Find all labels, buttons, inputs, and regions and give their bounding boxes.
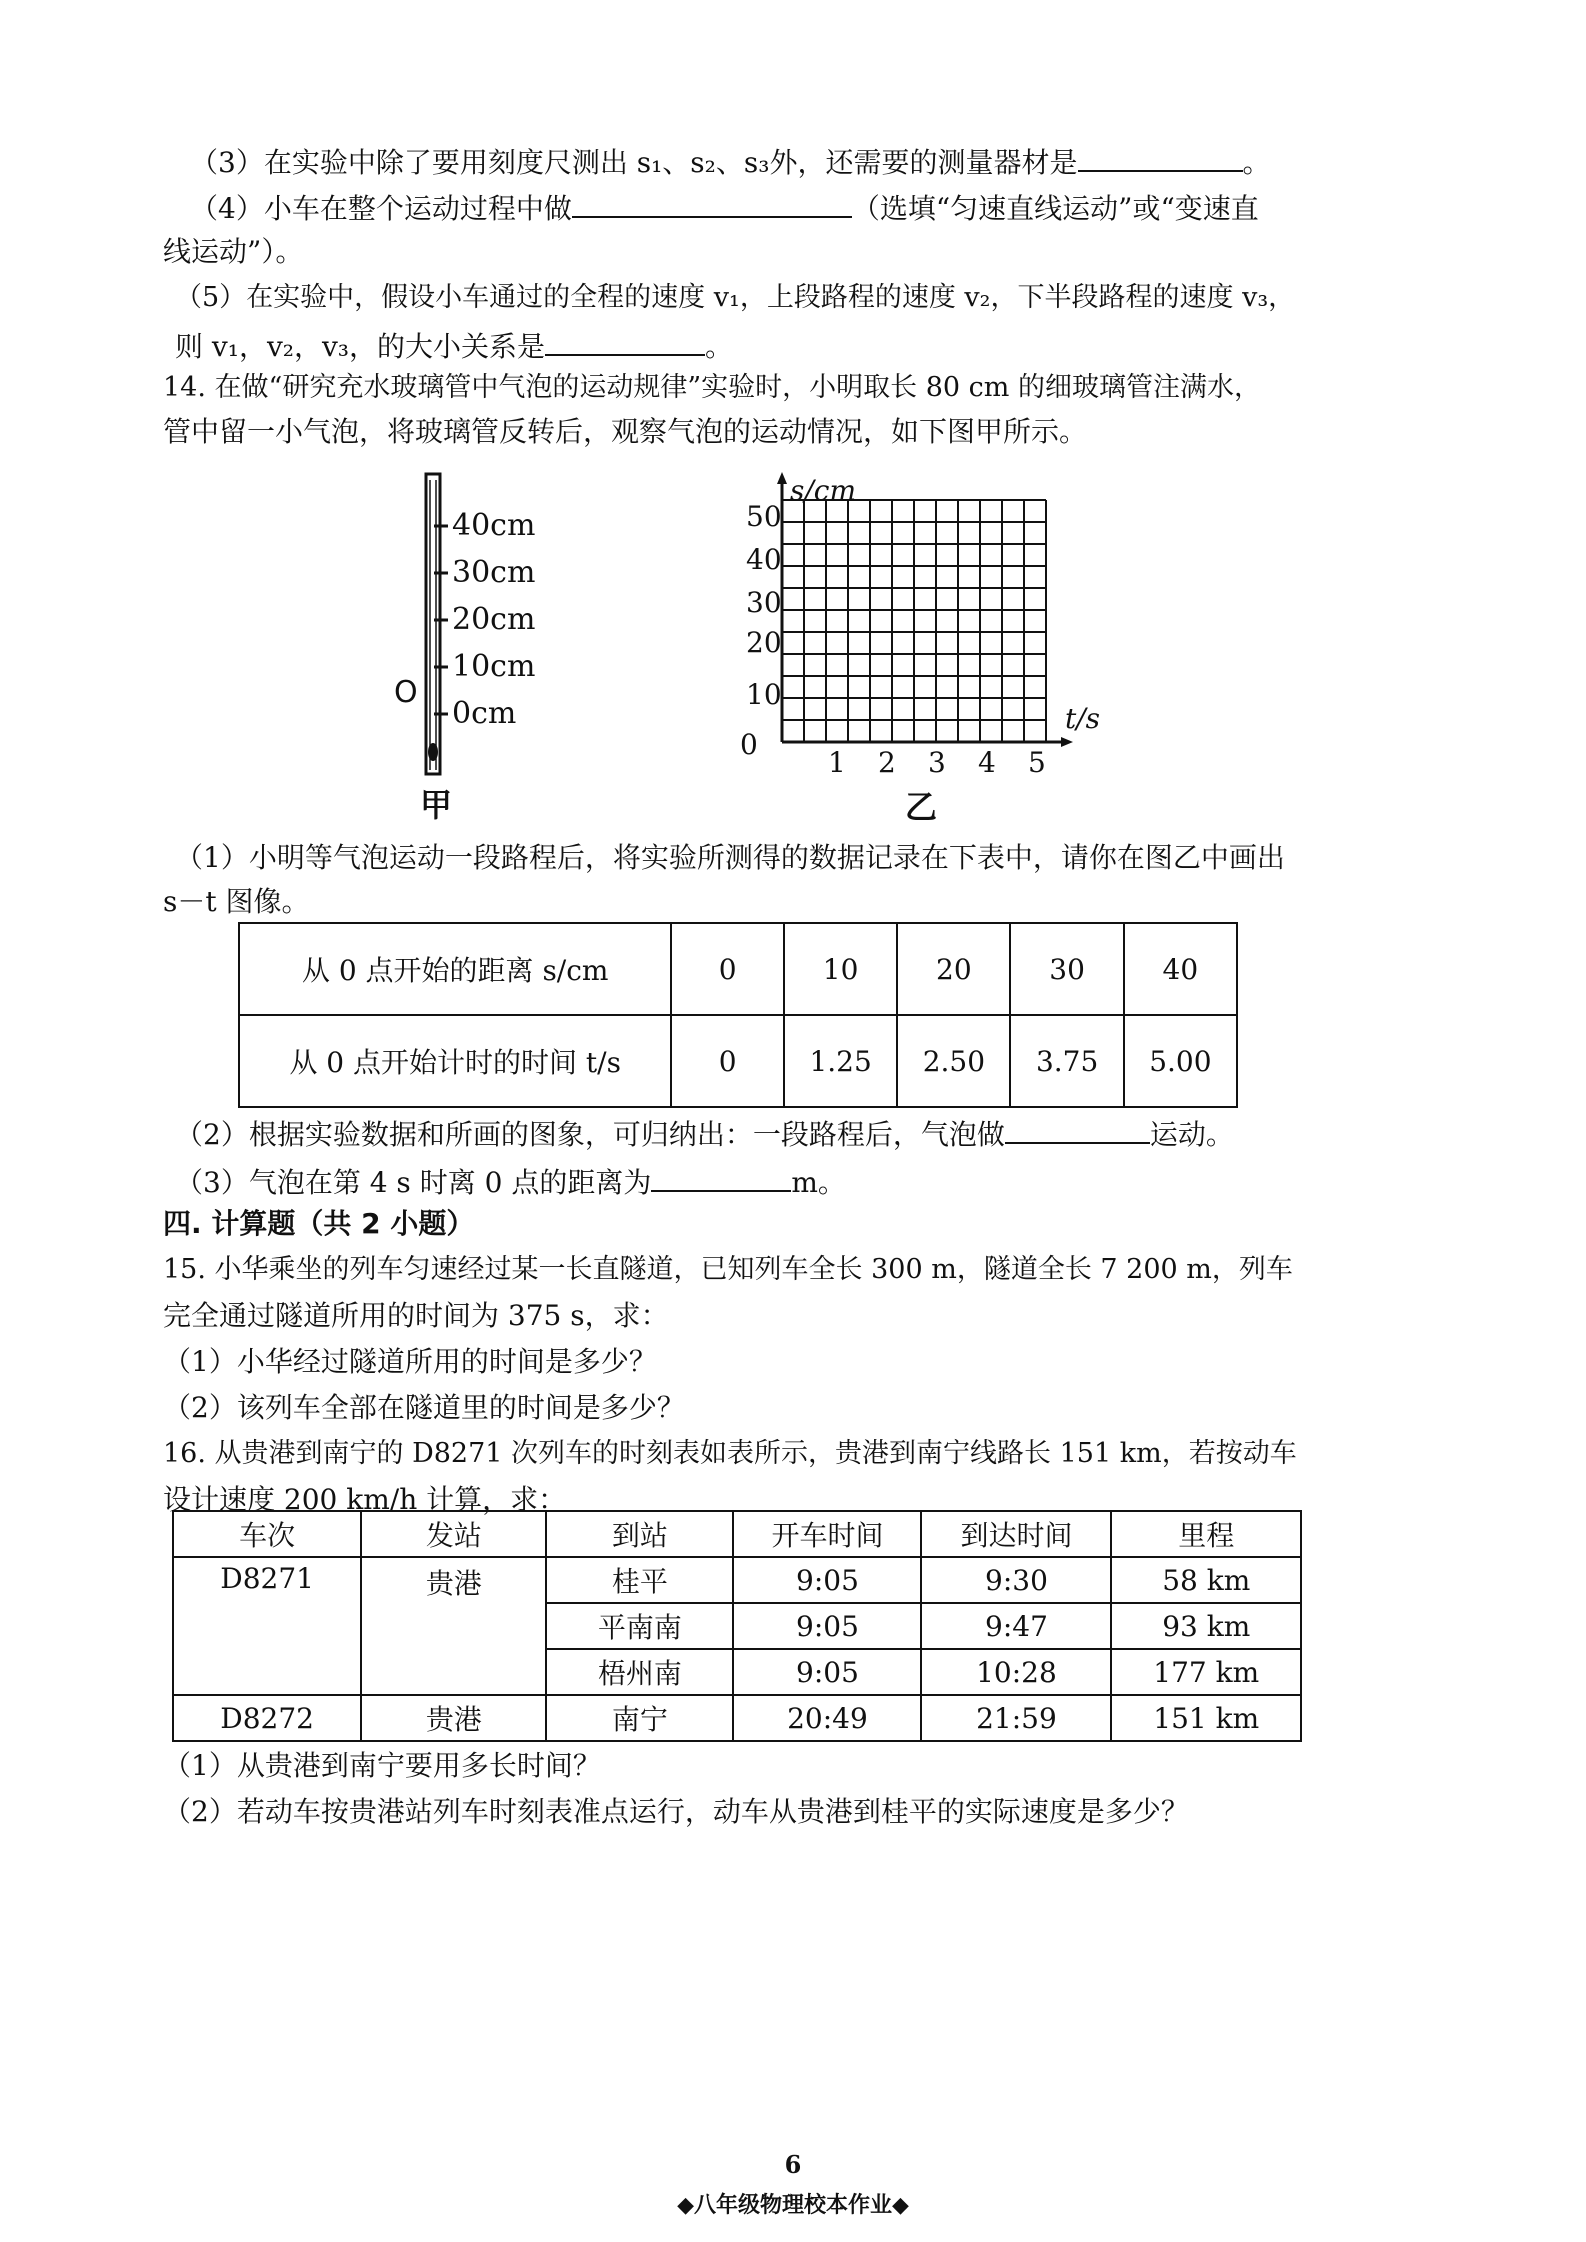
table-header: 车次 — [173, 1511, 361, 1557]
q15-2 — [163, 1388, 685, 1428]
section-4-text: 四. 计算题（共 2 小题） — [163, 1207, 475, 1240]
y-axis-label: s/cm — [790, 474, 857, 507]
tube-origin-label: O — [394, 675, 418, 710]
q13-5-cont — [175, 324, 733, 367]
q15-stem — [163, 1250, 1293, 1290]
grid-drawing — [740, 470, 1100, 830]
table-cell: 20 — [897, 923, 1010, 1015]
answer-blank — [545, 324, 705, 356]
q16-1-text: （1）从贵港到南宁要用多长时间？ — [163, 1749, 601, 1782]
distance: 151 km — [1111, 1695, 1301, 1741]
q13-3 — [190, 140, 1271, 183]
y-tick-20: 20 — [746, 626, 782, 659]
q14-stem — [163, 368, 1261, 408]
page-number: 6 — [784, 2150, 802, 2179]
table-cell: 0 — [671, 923, 784, 1015]
x-tick-2: 2 — [878, 746, 896, 779]
q13-4-text-b: （选填“匀速直线运动”或“变速直 — [851, 192, 1259, 225]
q14-1 — [175, 838, 1285, 878]
q13-5 — [175, 278, 1295, 318]
x-tick-3: 3 — [928, 746, 946, 779]
table-row — [239, 923, 1237, 1015]
table-row-label: 从 0 点开始计时的时间 t/s — [239, 1015, 671, 1107]
table-header-row — [173, 1511, 1301, 1557]
tube-tick-0: 0cm — [452, 696, 517, 731]
q14-3 — [175, 1160, 846, 1203]
y-tick-50: 50 — [746, 500, 782, 533]
y-tick-0: 0 — [740, 728, 758, 761]
q13-4-cont — [163, 232, 303, 272]
q13-3-end: 。 — [1242, 146, 1271, 179]
table-cell: 1.25 — [784, 1015, 897, 1107]
q15-text: 15. 小华乘坐的列车匀速经过某一长直隧道，已知列车全长 300 m，隧道全长 7 200 m，列车 — [163, 1254, 1293, 1285]
train-timetable — [172, 1510, 1302, 1742]
figure-tube — [390, 470, 610, 830]
q14-1-text: （1）小明等气泡运动一段路程后，将实验所测得的数据记录在下表中，请你在图乙中画出 — [175, 841, 1285, 874]
arrival-station: 南宁 — [546, 1695, 733, 1741]
arrival-station: 梧州南 — [546, 1649, 733, 1695]
x-tick-1: 1 — [828, 746, 846, 779]
departure-station: 贵港 — [361, 1695, 546, 1741]
train-number: D8272 — [173, 1695, 361, 1741]
q13-4 — [190, 186, 1259, 229]
departure-time: 9:05 — [733, 1557, 921, 1603]
distance: 177 km — [1111, 1649, 1301, 1695]
figure-grid — [740, 470, 1100, 830]
figure-caption-yi: 乙 — [905, 788, 938, 826]
table-row-label: 从 0 点开始的距离 s/cm — [239, 923, 671, 1015]
q15-2-text: （2）该列车全部在隧道里的时间是多少？ — [163, 1391, 685, 1424]
answer-blank — [651, 1160, 791, 1192]
table-cell: 2.50 — [897, 1015, 1010, 1107]
table-cell: 10 — [784, 923, 897, 1015]
table-header: 里程 — [1111, 1511, 1301, 1557]
footer-title: ◆八年级物理校本作业◆ — [677, 2193, 909, 2218]
y-tick-40: 40 — [746, 543, 782, 576]
q13-4-text-c: 线运动”）。 — [163, 235, 304, 268]
q13-4-text: （4）小车在整个运动过程中做 — [190, 192, 572, 225]
q15-1-text: （1）小华经过隧道所用的时间是多少？ — [163, 1345, 657, 1378]
q15-1 — [163, 1342, 657, 1382]
q14-2-text: （2）根据实验数据和所画的图象，可归纳出：一段路程后，气泡做 — [175, 1118, 1005, 1151]
x-tick-4: 4 — [978, 746, 996, 779]
q16-stem — [163, 1434, 1297, 1474]
arrival-station: 平南南 — [546, 1603, 733, 1649]
table-header: 发站 — [361, 1511, 546, 1557]
table-header: 开车时间 — [733, 1511, 921, 1557]
arrival-time: 9:47 — [921, 1603, 1111, 1649]
table-header: 到站 — [546, 1511, 733, 1557]
q16-2-text: （2）若动车按贵港站列车时刻表准点运行，动车从贵港到桂平的实际速度是多少？ — [163, 1795, 1189, 1828]
answer-blank — [572, 186, 852, 218]
q14-2-text-b: 运动。 — [1149, 1118, 1234, 1151]
tube-tick-30: 30cm — [452, 555, 536, 590]
q16-text: 16. 从贵港到南宁的 D8271 次列车的时刻表如表所示，贵港到南宁线路长 151 km，若按动车 — [163, 1438, 1297, 1469]
table-cell: 40 — [1124, 923, 1237, 1015]
table-row — [173, 1695, 1301, 1741]
q14-text-b: 管中留一小气泡，将玻璃管反转后，观察气泡的运动情况，如下图甲所示。 — [163, 415, 1088, 448]
table-row — [173, 1557, 1301, 1603]
table-cell: 30 — [1010, 923, 1123, 1015]
q13-3-text: （3）在实验中除了要用刻度尺测出 s₁、s₂、s₃外，还需要的测量器材是 — [190, 146, 1078, 179]
q14-3-text-b: m。 — [791, 1166, 846, 1199]
y-tick-10: 10 — [746, 678, 782, 711]
tube-tick-20: 20cm — [452, 602, 536, 637]
x-tick-5: 5 — [1028, 746, 1046, 779]
departure-time: 20:49 — [733, 1695, 921, 1741]
q14-stem-cont — [163, 412, 1087, 452]
q15-stem-cont — [163, 1296, 669, 1336]
q13-5-text-b: 则 v₁，v₂，v₃，的大小关系是 — [175, 330, 546, 363]
tube-tick-10: 10cm — [452, 649, 536, 684]
table-cell: 3.75 — [1010, 1015, 1123, 1107]
arrival-station: 桂平 — [546, 1557, 733, 1603]
x-axis-label: t/s — [1065, 702, 1101, 735]
section-4-heading — [163, 1204, 474, 1244]
table-cell: 0 — [671, 1015, 784, 1107]
distance: 93 km — [1111, 1603, 1301, 1649]
q14-3-text: （3）气泡在第 4 s 时离 0 点的距离为 — [175, 1166, 652, 1199]
data-table-bubble — [238, 922, 1238, 1108]
arrival-time: 9:30 — [921, 1557, 1111, 1603]
departure-time: 9:05 — [733, 1649, 921, 1695]
q14-1-text-b: s－t 图像。 — [163, 885, 310, 918]
q14-2 — [175, 1112, 1234, 1155]
q13-5-text: （5）在实验中，假设小车通过的全程的速度 v₁，上段路程的速度 v₂，下半段路程的速度 v₃， — [175, 282, 1296, 313]
figure-caption-jia: 甲 — [420, 786, 453, 824]
table-row — [239, 1015, 1237, 1107]
arrival-time: 10:28 — [921, 1649, 1111, 1695]
table-header: 到达时间 — [921, 1511, 1111, 1557]
q16-text-b: 设计速度 200 km/h 计算，求： — [163, 1483, 567, 1516]
table-cell: 5.00 — [1124, 1015, 1237, 1107]
distance: 58 km — [1111, 1557, 1301, 1603]
departure-station: 贵港 — [361, 1557, 546, 1695]
q13-5-end: 。 — [705, 330, 734, 363]
q16-1 — [163, 1746, 601, 1786]
q16-2 — [163, 1792, 1189, 1832]
answer-blank — [1005, 1112, 1150, 1144]
train-number: D8271 — [173, 1557, 361, 1695]
arrival-time: 21:59 — [921, 1695, 1111, 1741]
q14-1-cont — [163, 882, 310, 922]
tube-tick-40: 40cm — [452, 508, 536, 543]
departure-time: 9:05 — [733, 1603, 921, 1649]
y-tick-30: 30 — [746, 586, 782, 619]
q14-text: 14. 在做“研究充水玻璃管中气泡的运动规律”实验时，小明取长 80 cm 的细玻璃管注满水， — [163, 372, 1261, 403]
answer-blank — [1078, 140, 1243, 172]
q15-text-b: 完全通过隧道所用的时间为 375 s，求： — [163, 1299, 669, 1332]
